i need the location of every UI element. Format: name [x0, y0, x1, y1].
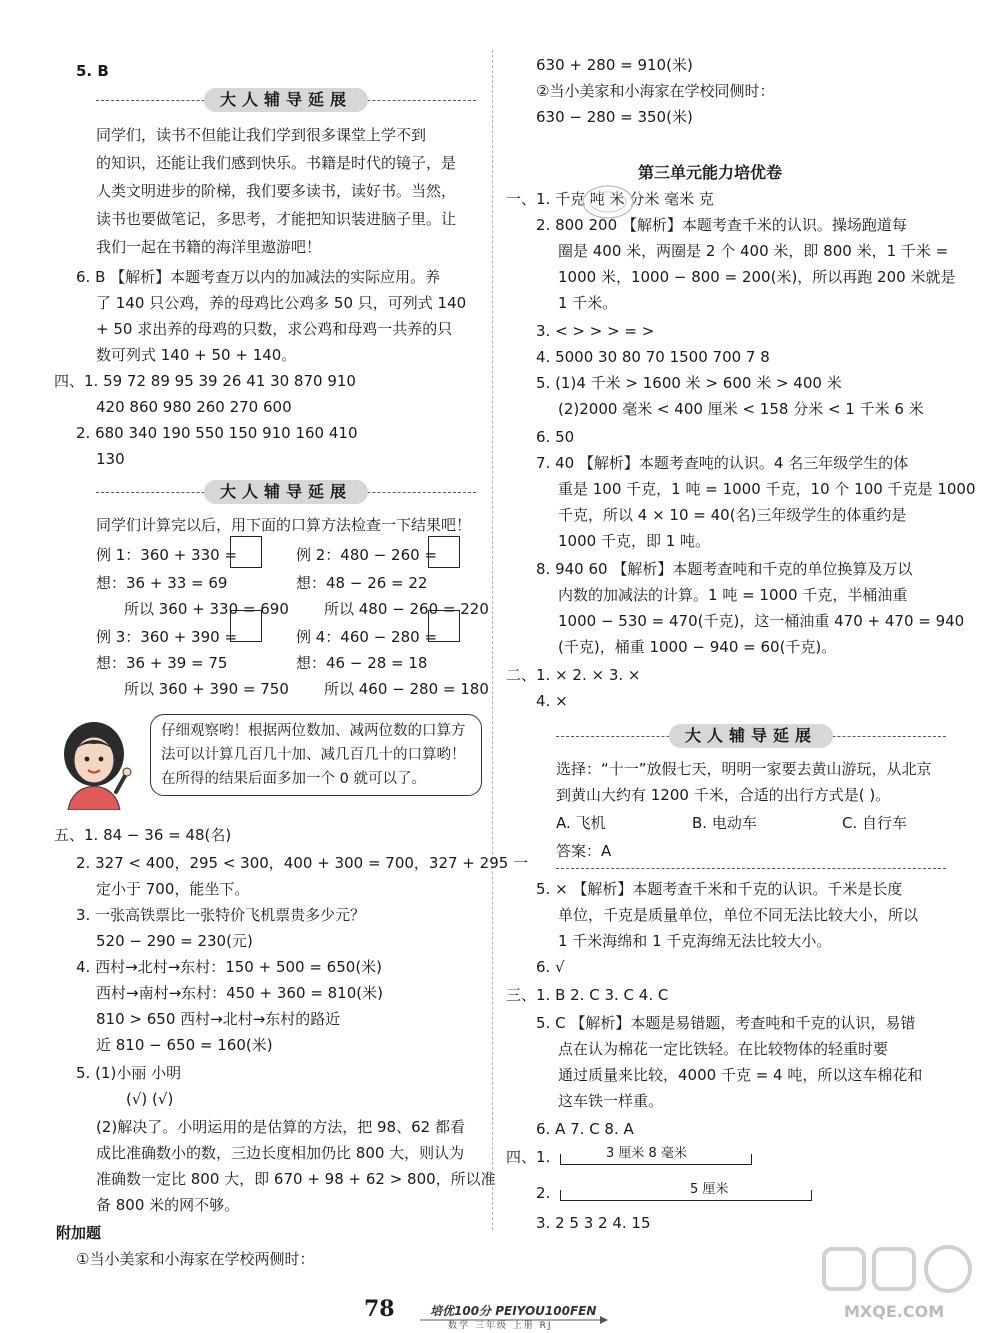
- segment-1-label: 3 厘米 8 毫米: [606, 1146, 687, 1161]
- section-header-3: [556, 722, 946, 748]
- answer-6-line: 了 140 只公鸡，养的母鸡比公鸡多 50 只，可列式 140: [96, 294, 467, 312]
- section-header-1: [96, 86, 476, 112]
- r-q6: 6. 50: [536, 428, 575, 446]
- answer-box: [428, 610, 460, 642]
- r-section-2: 二、1. × 2. × 3. ×: [506, 666, 641, 684]
- section-4-q2: 2. 680 340 190 550 150 910 160 410: [76, 424, 358, 442]
- r-s2-q5-line: 1 千米海绵和 1 千克海绵无法比较大小。: [558, 932, 832, 950]
- choose-line: 到黄山大约有 1200 千米，合适的出行方式是( )。: [556, 786, 891, 804]
- section-4-q2-cont: 130: [96, 450, 125, 468]
- section-5-q2: 2. 327 < 400，295 < 300，400 + 300 = 700，327 + 295 一: [76, 854, 529, 872]
- extra-calc-1: 630 + 280 = 910(米): [536, 56, 693, 74]
- r-q8: 8. 940 60 【解析】本题考查吨和千克的单位换算及万以: [536, 560, 913, 578]
- r-q2-line: 1000 米，1000 − 800 = 200(米)，所以再跑 200 米就是: [558, 268, 956, 286]
- para-line: 读书也要做笔记，多思考，才能把知识装进脑子里。让: [96, 210, 457, 228]
- brand-name: 培优100分 PEIYOU100FEN: [430, 1304, 597, 1318]
- r-section-4-q1: 四、1.: [506, 1148, 551, 1166]
- answer-5: 5. B: [76, 62, 109, 80]
- answer-6: 6. B 【解析】本题考查万以内的加减法的实际应用。养: [76, 268, 441, 286]
- r-q4: 4. 5000 30 80 70 1500 700 7 8: [536, 348, 770, 366]
- example-3: 例 3：360 + 390 =: [96, 628, 238, 646]
- segment-2-label: 5 厘米: [690, 1182, 729, 1197]
- example-4: 例 4：460 − 280 =: [296, 628, 438, 646]
- section-5-q5-marks: (√) (√): [126, 1090, 174, 1108]
- section-5-q4-cont: 西村→南村→东村：450 + 360 = 810(米): [96, 984, 383, 1002]
- para-line: 人类文明进步的阶梯，我们要多读书，读好书。当然，: [96, 182, 457, 200]
- header-pill: 大人辅导延展: [204, 88, 368, 112]
- section-5-q5: 5. (1)小丽 小明: [76, 1064, 182, 1082]
- example-3-result: 所以 360 + 390 = 750: [124, 680, 289, 698]
- brand-subtitle: 数学 三年级 上册 RJ: [448, 1321, 553, 1331]
- section-5-q5-cont: 成比准确数小的数，三边长度相加仍比 800 大，则认为: [96, 1144, 465, 1162]
- unit-title: 第三单元能力培优卷: [638, 163, 783, 182]
- segment-2: [560, 1190, 812, 1201]
- option-b: B. 电动车: [692, 814, 757, 832]
- answer-box: [230, 536, 262, 568]
- r-q3: 3. < > > > = >: [536, 322, 655, 340]
- header-pill: 大人辅导延展: [669, 724, 833, 748]
- example-2-result: 所以 480 − 260 = 220: [324, 600, 489, 618]
- section-4-q1-cont: 420 860 980 260 270 600: [96, 398, 292, 416]
- extra-case-2: ②当小美家和小海家在学校同侧时：: [536, 82, 775, 100]
- example-2: 例 2：480 − 260 =: [296, 546, 438, 564]
- para-line: 的知识，还能让我们感到快乐。书籍是时代的镜子，是: [96, 154, 457, 172]
- example-1: 例 1：360 + 330 =: [96, 546, 238, 564]
- page-number: 78: [364, 1296, 395, 1322]
- answer-6-line: + 50 求出养的母鸡的只数，求公鸡和母鸡一共养的只: [96, 320, 453, 338]
- option-a: A. 飞机: [556, 814, 606, 832]
- segment-1: [560, 1154, 752, 1165]
- para-line: 同学们，读书不但能让我们学到很多课堂上学不到: [96, 126, 427, 144]
- tip-bubble: 仔细观察哟！根据两位数加、减两位数的口算方法可以计算几百几十加、减几百几十的口算哟！在所得的结果后面多加一个 0 就可以了。: [150, 714, 482, 796]
- r-s3-q5: 5. C 【解析】本题是易错题，考查吨和千克的认识，易错: [536, 1014, 916, 1032]
- section-5-q2-cont: 定小于 700，能坐下。: [96, 880, 250, 898]
- watermark-text: MXQE.COM: [844, 1302, 945, 1321]
- r-q5-line: (2)2000 毫米 < 400 厘米 < 158 分米 < 1 千米 6 米: [558, 400, 924, 418]
- stamp-icon: [580, 182, 636, 222]
- section-5-q4-cont: 近 810 − 650 = 160(米): [96, 1036, 273, 1054]
- section-5-q4: 4. 西村→北村→东村：150 + 500 = 650(米): [76, 958, 383, 976]
- section-5-q1: 五、1. 84 − 36 = 48(名): [54, 826, 232, 844]
- example-4-think: 想：46 − 28 = 18: [296, 654, 428, 672]
- section-5-q4-cont: 810 > 650 西村→北村→东村的路近: [96, 1010, 341, 1028]
- r-section-2-q4: 4. ×: [536, 692, 568, 710]
- r-q7-line: 1000 千克，即 1 吨。: [558, 532, 711, 550]
- extra-case-1: ①当小美家和小海家在学校两侧时：: [76, 1250, 315, 1268]
- header-3-bottom-rule: [556, 868, 946, 869]
- footer-arrow-icon: [420, 1316, 610, 1324]
- option-c: C. 自行车: [842, 814, 908, 832]
- r-q1: 一、1. 千克 吨 米 分米 毫米 克: [506, 190, 714, 208]
- r-s2-q6: 6. √: [536, 958, 565, 976]
- section-5-q3-cont: 520 − 290 = 230(元): [96, 932, 253, 950]
- section-4-q1: 四、1. 59 72 89 95 39 26 41 30 870 910: [54, 372, 356, 390]
- example-1-think: 想：36 + 33 = 69: [96, 574, 228, 592]
- r-q2-line: 1 千米。: [558, 294, 618, 312]
- header-pill: 大人辅导延展: [204, 480, 368, 504]
- r-q8-line: (千克)，桶重 1000 − 940 = 60(千克)。: [558, 638, 837, 656]
- r-s3-q5-line: 点在认为棉花一定比铁轻。在比较物体的轻重时要: [558, 1040, 889, 1058]
- r-section-3: 三、1. B 2. C 3. C 4. C: [506, 986, 669, 1004]
- example-3-think: 想：36 + 39 = 75: [96, 654, 228, 672]
- r-q2-line: 圈是 400 米，两圈是 2 个 400 米，即 800 米，1 千米 =: [558, 242, 949, 260]
- answer-box: [230, 610, 262, 642]
- r-q8-line: 1000 − 530 = 470(千克)，这一桶油重 470 + 470 = 940: [558, 612, 965, 630]
- extra-title: 附加题: [56, 1224, 102, 1242]
- check-intro: 同学们计算完以后，用下面的口算方法检查一下结果吧！: [96, 516, 472, 534]
- example-2-think: 想：48 − 26 = 22: [296, 574, 428, 592]
- r-s2-q5: 5. × 【解析】本题考查千米和千克的认识。千米是长度: [536, 880, 903, 898]
- r-s2-q5-line: 单位，千克是质量单位，单位不同无法比较大小，所以: [558, 906, 919, 924]
- choose-line: 选择：“十一”放假七天，明明一家要去黄山游玩，从北京: [556, 760, 932, 778]
- r-section-4-q3: 3. 2 5 3 2 4. 15: [536, 1214, 651, 1232]
- r-q7-line: 重是 100 千克，1 吨 = 1000 千克，10 个 100 千克是 1000: [558, 480, 976, 498]
- section-5-q5-cont: 备 800 米的网不够。: [96, 1196, 240, 1214]
- section-5-q5-cont: 准确数一定比 800 大，即 670 + 98 + 62 > 800，所以准: [96, 1170, 496, 1188]
- r-q5: 5. (1)4 千米 > 1600 米 > 600 米 > 400 米: [536, 374, 842, 392]
- extra-calc-2: 630 − 280 = 350(米): [536, 108, 693, 126]
- example-4-result: 所以 460 − 280 = 180: [324, 680, 489, 698]
- answer-line: 答案：A: [556, 842, 612, 860]
- r-s3-q5-line: 通过质量来比较，4000 千克 = 4 吨，所以这车棉花和: [558, 1066, 923, 1084]
- r-q2: 2. 800 200 【解析】本题考查千米的认识。操场跑道每: [536, 216, 907, 234]
- r-s3-q5-line: 这车铁一样重。: [558, 1092, 664, 1110]
- answer-6-line: 数可列式 140 + 50 + 140。: [96, 346, 297, 364]
- r-s3-q6: 6. A 7. C 8. A: [536, 1120, 634, 1138]
- r-section-4-q2: 2.: [536, 1184, 551, 1202]
- para-line: 我们一起在书籍的海洋里遨游吧！: [96, 238, 322, 256]
- example-1-result: 所以 360 + 330 = 690: [124, 600, 289, 618]
- r-q8-line: 内数的加减法的计算。1 吨 = 1000 千克，半桶油重: [558, 586, 908, 604]
- answer-box: [428, 536, 460, 568]
- column-divider: [492, 50, 493, 1230]
- section-5-q3: 3. 一张高铁票比一张特价飞机票贵多少元？: [76, 906, 366, 924]
- girl-illustration: [54, 712, 140, 810]
- r-q7-line: 千克，所以 4 × 10 = 40(名)三年级学生的体重约是: [558, 506, 907, 524]
- section-5-q5-cont: (2)解决了。小明运用的是估算的方法，把 98、62 都看: [96, 1118, 465, 1136]
- section-header-2: [96, 478, 476, 504]
- r-q7: 7. 40 【解析】本题考查吨的认识。4 名三年级学生的体: [536, 454, 909, 472]
